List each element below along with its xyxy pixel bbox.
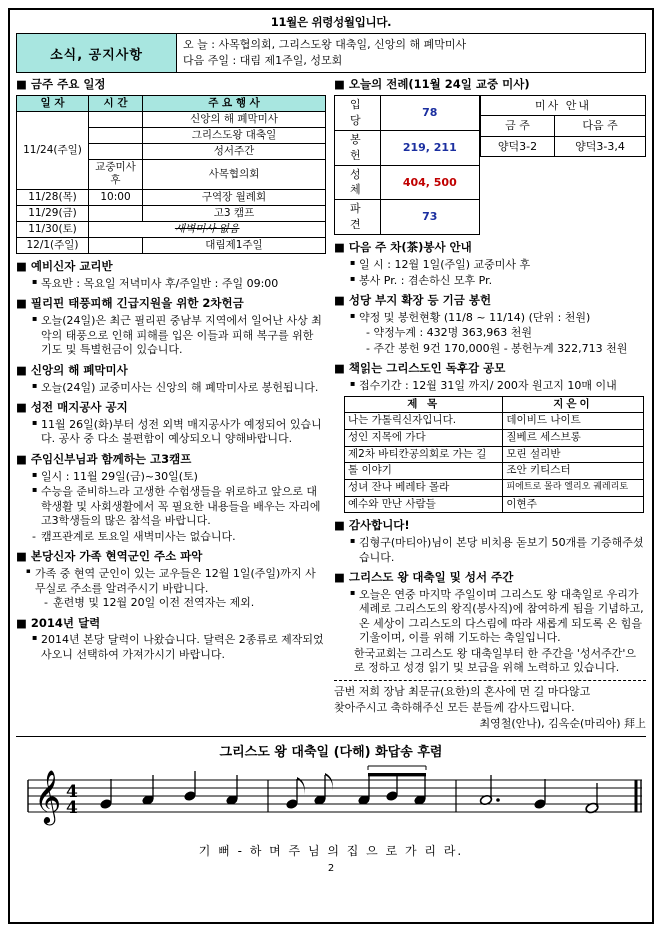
section-title-book-review-contest: ■ 책읽는 그리스도인 독후감 공모 bbox=[334, 362, 646, 376]
cell-event: 고3 캠프 bbox=[143, 205, 326, 221]
liturgy-tables bbox=[334, 95, 646, 236]
table-row bbox=[335, 130, 480, 165]
table-row bbox=[345, 463, 644, 480]
list-item-detail: - 주간 봉헌 9건 170,000원 - 봉헌누계 322,713 천원 bbox=[366, 341, 628, 355]
table-row bbox=[345, 479, 644, 496]
table-row bbox=[345, 496, 644, 513]
cell-event: 사목협의회 bbox=[143, 160, 326, 189]
list-item: ▪ 가족 중 현역 군인이 있는 교우들은 12월 1일(주일)까지 사무실로 주소를 알려주시기 바랍니다. bbox=[26, 567, 326, 596]
page-number: 2 bbox=[327, 862, 335, 874]
col-next-week: 다음 주 bbox=[555, 116, 646, 136]
list-church-repair bbox=[22, 418, 326, 447]
cell-this-week-value: 양덕3-2 bbox=[481, 136, 555, 156]
table-header-row bbox=[345, 396, 644, 413]
cell-value: 219, 211 bbox=[380, 130, 479, 165]
cell-book-title: 나는 가톨릭신자입니다. bbox=[345, 413, 503, 430]
hymn-lyrics: 기 뻐 - 하 며 주 님 의 집 으 로 가 리 라. bbox=[198, 843, 464, 858]
col-this-week: 금 주 bbox=[481, 116, 555, 136]
section-title-camp: ■ 주임신부님과 함께하는 고3캠프 bbox=[16, 453, 326, 467]
cell-date: 11/24(주일) bbox=[17, 111, 89, 189]
page-title: 11월은 위령성월입니다. bbox=[270, 15, 392, 29]
table-row bbox=[17, 221, 326, 237]
table-row bbox=[17, 205, 326, 221]
section-title-liturgy: ■ 오늘의 전례(11월 24일 교중 미사) bbox=[334, 78, 646, 92]
cell-time bbox=[89, 144, 143, 160]
list-item-note: - 캠프관계로 토요일 새벽미사는 없습니다. bbox=[32, 530, 326, 545]
cell-event: 신앙의 해 폐막미사 bbox=[143, 111, 326, 127]
cell-book-author: 이현주 bbox=[503, 496, 643, 513]
banner-next-text: 대림 제1주일, 성모회 bbox=[239, 54, 343, 67]
cell-book-title: 제2차 바티칸공의회로 가는 길 bbox=[345, 446, 503, 463]
time-signature-bottom: 4 bbox=[66, 797, 78, 818]
cell-book-author: 질베르 세스브롱 bbox=[503, 430, 643, 447]
table-row bbox=[481, 95, 646, 115]
banner-lines bbox=[177, 34, 645, 72]
cell-time: 교중미사후 bbox=[89, 160, 143, 189]
section-title-soldier-address: ■ 본당신자 가족 현역군인 주소 파악 bbox=[16, 550, 326, 564]
list-item-detail: 한국교회는 그리스도 왕 대축일부터 한 주간을 '성서주간'으로 정하고 성경 읽기 및 보급을 위해 노력하고 있습니다. bbox=[354, 646, 637, 675]
cell-date: 12/1(주일) bbox=[17, 237, 89, 253]
cell-date: 11/30(토) bbox=[17, 221, 89, 237]
book-list-table bbox=[344, 396, 644, 513]
music-staff bbox=[20, 762, 642, 840]
section-title-tea-service: ■ 다음 주 차(茶)봉사 안내 bbox=[334, 241, 646, 255]
list-item: ▪ 봉사 Pr. : 겸손하신 모후 Pr. bbox=[350, 274, 646, 289]
cell-time bbox=[89, 205, 143, 221]
section-title-thanks: ■ 감사합니다! bbox=[334, 519, 646, 533]
cell-event: 그리스도왕 대축일 bbox=[143, 128, 326, 144]
content-columns bbox=[16, 77, 646, 732]
weekly-schedule-table bbox=[16, 95, 326, 254]
list-catechumen bbox=[22, 277, 326, 292]
list-item: ▪ 목요반 : 목요일 저녁미사 후/주일반 : 주일 09:00 bbox=[32, 277, 326, 292]
list-soldier-address-note bbox=[22, 596, 326, 611]
table-row bbox=[335, 95, 480, 130]
section-title-year-of-faith-closing: ■ 신앙의 해 폐막미사 bbox=[16, 364, 326, 378]
cell-book-author: 모린 설리반 bbox=[503, 446, 643, 463]
list-tea-service bbox=[340, 258, 646, 288]
col-book-title: 제 목 bbox=[345, 396, 503, 413]
cell-value: 73 bbox=[380, 200, 479, 235]
cell-book-title: 예수와 만난 사람들 bbox=[345, 496, 503, 513]
thank-you-note bbox=[334, 680, 646, 732]
divider bbox=[16, 736, 646, 737]
cell-time bbox=[89, 128, 143, 144]
cell-event: 성서주간 bbox=[143, 144, 326, 160]
thank-you-line-1: 금번 저희 장남 최문규(요한)의 혼사에 먼 길 마다않고 bbox=[334, 684, 591, 698]
list-item: ▪ 11월 26일(화)부터 성전 외벽 매지공사가 예정되어 있습니다. 공사 중 다소 불편함이 예상되오니 양해바랍니다. bbox=[32, 418, 326, 447]
mass-guide-title: 미사 안내 bbox=[481, 95, 646, 115]
music-notation-svg bbox=[20, 762, 650, 840]
table-row bbox=[345, 430, 644, 447]
table-row bbox=[17, 237, 326, 253]
table-row bbox=[481, 116, 646, 136]
col-date: 일 자 bbox=[17, 95, 89, 111]
cell-value: 78 bbox=[380, 95, 479, 130]
banner-next-label: 다음 주일 : bbox=[183, 54, 237, 67]
list-item: ▪ 약정 및 봉헌현황 (11/8 ~ 11/14) (단위 : 천원) bbox=[350, 311, 646, 326]
mass-guide-table bbox=[480, 95, 646, 157]
list-camp bbox=[22, 470, 326, 545]
announcement-banner bbox=[16, 33, 646, 73]
table-row bbox=[17, 111, 326, 127]
list-typhoon-offering bbox=[22, 314, 326, 358]
col-book-author: 지은이 bbox=[503, 396, 643, 413]
list-item: ▪ 오늘(24일)은 최근 필리핀 중남부 지역에서 일어난 사상 최악의 태풍으로 인해 피해를 입은 이들과 피해 복구를 위한 기도 및 특별헌금이 있습니다. bbox=[32, 314, 326, 358]
banner-next-line bbox=[183, 53, 639, 70]
table-row bbox=[335, 200, 480, 235]
banner-today-label: 오 늘 : bbox=[183, 37, 215, 51]
cell-event: 구역장 월례회 bbox=[143, 189, 326, 205]
list-item-detail: - 약정누계 : 432명 363,963 천원 bbox=[366, 326, 533, 340]
section-title-church-repair: ■ 성전 매지공사 공지 bbox=[16, 401, 326, 415]
section-title-building-fund: ■ 성당 부지 확장 등 기금 봉헌 bbox=[334, 294, 646, 308]
col-time: 시 간 bbox=[89, 95, 143, 111]
hymn-number-table bbox=[334, 95, 480, 236]
table-row bbox=[335, 165, 480, 200]
list-year-of-faith-closing bbox=[22, 381, 326, 396]
left-column bbox=[16, 77, 326, 732]
right-column bbox=[334, 77, 646, 732]
section-title-typhoon-offering: ■ 필리핀 태풍피해 긴급지원을 위한 2차헌금 bbox=[16, 297, 326, 311]
cell-value: 404, 500 bbox=[380, 165, 479, 200]
time-signature-top: 4 bbox=[66, 781, 78, 802]
cell-book-title: 성녀 잔나 베레타 몰라 bbox=[345, 479, 503, 496]
cell-date: 11/28(목) bbox=[17, 189, 89, 205]
list-christ-king bbox=[340, 588, 646, 676]
list-item: ▪ 2014년 본당 달력이 나왔습니다. 달력은 2종류로 제작되었사오니 선택하여 가져가시기 바랍니다. bbox=[32, 633, 326, 662]
thank-you-signature: 최영철(안나), 김옥순(마리아) 拜上 bbox=[479, 716, 646, 730]
col-event: 주 요 행 사 bbox=[143, 95, 326, 111]
section-title-calendar: ■ 2014년 달력 bbox=[16, 617, 326, 631]
banner-today-line bbox=[183, 37, 639, 54]
list-item: ▪ 오늘은 연중 마지막 주일이며 그리스도 왕 대축일로 우리가 세례로 그리스도의 왕직(봉사직)에 참여하게 됨을 기념하고, 온 세상이 그리스도의 다스림에 따라 새롭게 되도록 온 힘을 기울이며, 이를 위해 기도하는 축일입니다. bbox=[350, 588, 646, 646]
list-calendar bbox=[22, 633, 326, 662]
bulletin-page bbox=[8, 8, 654, 924]
list-item: ▪ 접수기간 : 12월 31일 까지/ 200자 원고지 10매 이내 bbox=[350, 379, 646, 394]
list-item: ▪ 수능을 준비하느라 고생한 수험생들을 위로하고 앞으로 대학생활 및 사회생활에서 꼭 필요한 내용들을 배우는 자리에 고3학생들의 많은 참석을 바랍니다. bbox=[32, 485, 326, 529]
treble-clef-icon: 𝄞 bbox=[34, 768, 62, 823]
cell-book-author: 피에트로 몰라 엘리오 궤레리토 bbox=[503, 479, 643, 496]
cell-label: 성 체 bbox=[335, 165, 381, 200]
list-item: ▪ 일시 : 11월 29일(금)~30일(토) bbox=[32, 470, 326, 485]
note-group bbox=[100, 766, 599, 814]
cell-book-title: 톨 이야기 bbox=[345, 463, 503, 480]
cell-book-author: 조안 키티스터 bbox=[503, 463, 643, 480]
cell-label: 입 당 bbox=[335, 95, 381, 130]
section-title-catechumen: ■ 예비신자 교리반 bbox=[16, 260, 326, 274]
list-book-review-contest bbox=[340, 379, 646, 394]
list-item: ▪ 오늘(24일) 교중미사는 신앙의 해 폐막미사로 봉헌됩니다. bbox=[32, 381, 326, 396]
cell-book-author: 데이비드 나이트 bbox=[503, 413, 643, 430]
table-row bbox=[17, 189, 326, 205]
hymn-title: 그리스도 왕 대축일 (다해) 화답송 후렴 bbox=[219, 744, 443, 760]
cell-time bbox=[89, 111, 143, 127]
thank-you-line-2: 찾아주시고 축하해주신 모든 분들께 감사드립니다. bbox=[334, 700, 575, 714]
list-soldier-address bbox=[16, 567, 326, 596]
cell-time bbox=[89, 237, 143, 253]
cell-label: 파 견 bbox=[335, 200, 381, 235]
banner-today-text: 사목협의회, 그리스도왕 대축일, 신앙의 해 폐막미사 bbox=[218, 37, 467, 51]
section-title-christ-king: ■ 그리스도 왕 대축일 및 성서 주간 bbox=[334, 571, 646, 585]
list-item-note: - 훈련병 및 12월 20일 이전 전역자는 제외. bbox=[44, 596, 326, 611]
mass-guide-wrap bbox=[480, 95, 646, 236]
table-row bbox=[345, 413, 644, 430]
cell-time: 10:00 bbox=[89, 189, 143, 205]
cell-event: 대림제1주일 bbox=[143, 237, 326, 253]
table-row bbox=[481, 136, 646, 156]
cell-book-title: 성인 지목에 가다 bbox=[345, 430, 503, 447]
banner-label: 소식, 공지사항 bbox=[17, 34, 177, 72]
list-item: ▪ 일 시 : 12월 1일(주일) 교중미사 후 bbox=[350, 258, 646, 273]
cell-label: 봉 헌 bbox=[335, 130, 381, 165]
list-building-fund bbox=[340, 311, 646, 357]
table-row bbox=[345, 446, 644, 463]
cell-event: 새벽미사 없음 bbox=[89, 221, 326, 237]
cell-next-week-value: 양덕3-3,4 bbox=[555, 136, 646, 156]
section-title-schedule: ■ 금주 주요 일정 bbox=[16, 78, 326, 92]
list-thanks bbox=[340, 536, 646, 565]
cell-date: 11/29(금) bbox=[17, 205, 89, 221]
list-item: ▪ 김형구(마티아)님이 본당 비치용 돋보기 50개를 기증해주셨습니다. bbox=[350, 536, 646, 565]
table-header-row bbox=[17, 95, 326, 111]
